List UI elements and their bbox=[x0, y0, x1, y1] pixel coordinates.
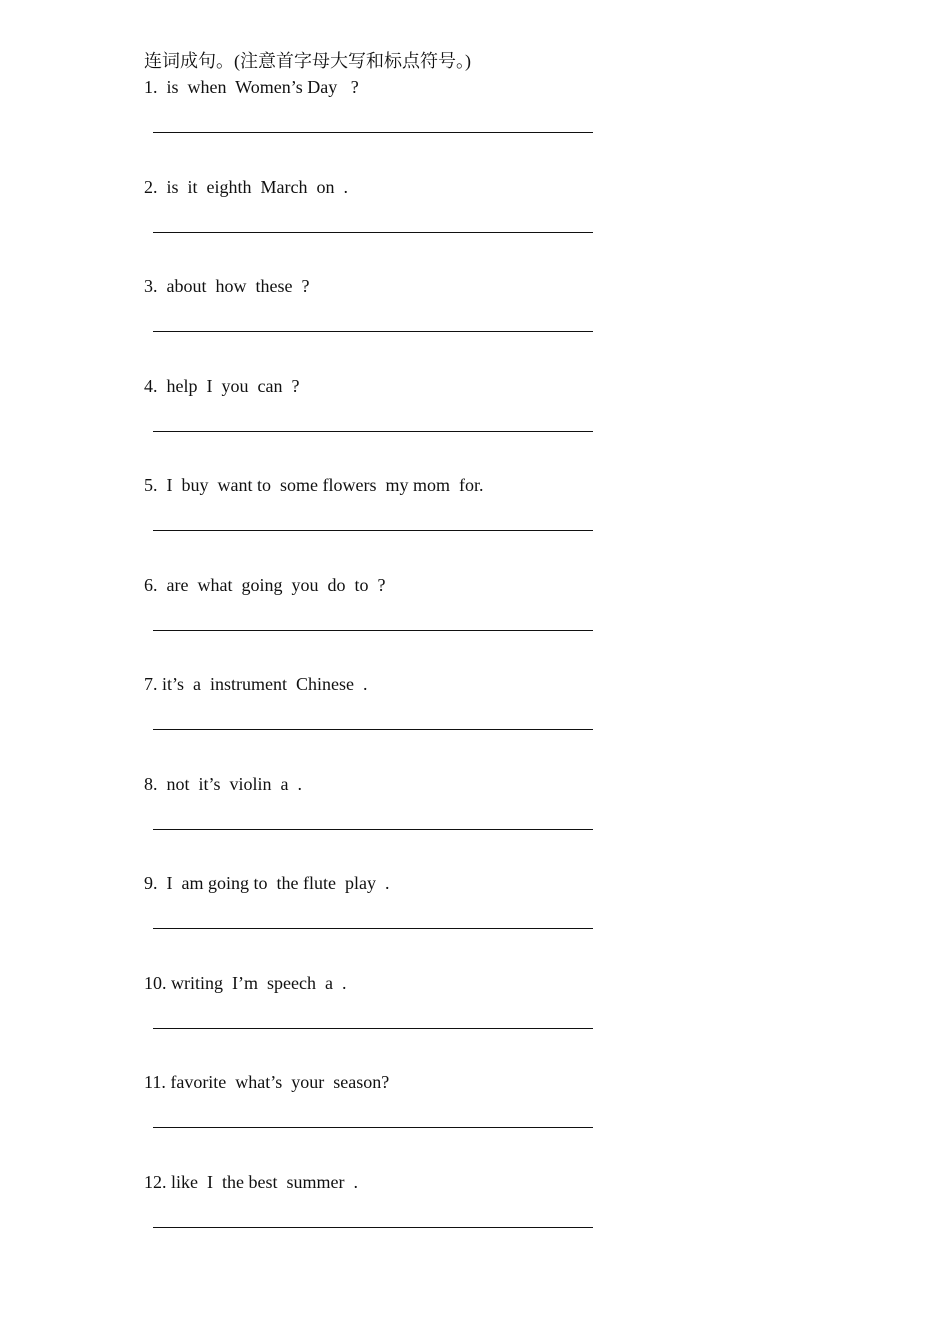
question-item bbox=[0, 673, 950, 773]
question-text: 6. are what going you do to ? bbox=[144, 575, 386, 595]
question-item bbox=[0, 275, 950, 375]
answer-line[interactable] bbox=[153, 232, 593, 233]
question-text: 8. not it’s violin a . bbox=[144, 774, 303, 794]
answer-line[interactable] bbox=[153, 928, 593, 929]
instruction-text: 连词成句。(注意首字母大写和标点符号。) bbox=[144, 51, 471, 71]
question-item bbox=[0, 773, 950, 873]
answer-line[interactable] bbox=[153, 1028, 593, 1029]
question-text: 5. I buy want to some flowers my mom for. bbox=[144, 475, 484, 495]
answer-line[interactable] bbox=[153, 1227, 593, 1228]
question-text: 11. favorite what’s your season? bbox=[144, 1072, 390, 1092]
question-item bbox=[0, 872, 950, 972]
question-text: 10. writing I’m speech a . bbox=[144, 973, 347, 993]
answer-line[interactable] bbox=[153, 132, 593, 133]
question-text: 7. it’s a instrument Chinese . bbox=[144, 674, 368, 694]
question-text: 4. help I you can ? bbox=[144, 376, 300, 396]
question-item bbox=[0, 1171, 950, 1271]
question-text: 2. is it eighth March on . bbox=[144, 177, 348, 197]
question-item bbox=[0, 176, 950, 276]
question-item bbox=[0, 375, 950, 475]
answer-line[interactable] bbox=[153, 729, 593, 730]
answer-line[interactable] bbox=[153, 1127, 593, 1128]
question-item bbox=[0, 474, 950, 574]
answer-line[interactable] bbox=[153, 431, 593, 432]
answer-line[interactable] bbox=[153, 530, 593, 531]
question-item bbox=[0, 972, 950, 1072]
answer-line[interactable] bbox=[153, 829, 593, 830]
question-text: 9. I am going to the flute play . bbox=[144, 873, 390, 893]
question-item bbox=[0, 574, 950, 674]
question-text: 3. about how these ? bbox=[144, 276, 310, 296]
question-item bbox=[0, 76, 950, 176]
answer-line[interactable] bbox=[153, 331, 593, 332]
question-text: 12. like I the best summer . bbox=[144, 1172, 358, 1192]
question-item bbox=[0, 1071, 950, 1171]
answer-line[interactable] bbox=[153, 630, 593, 631]
question-text: 1. is when Women’s Day ? bbox=[144, 77, 359, 97]
